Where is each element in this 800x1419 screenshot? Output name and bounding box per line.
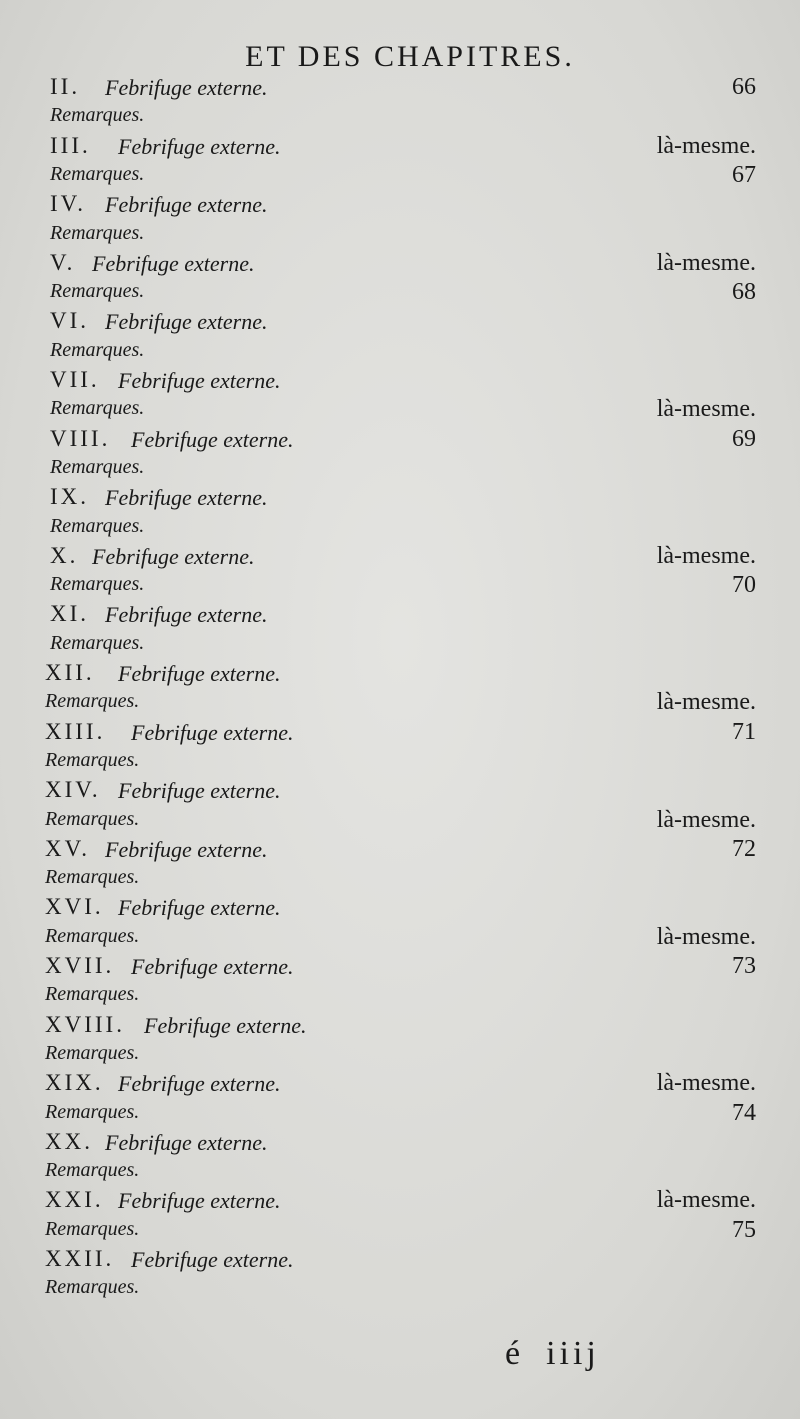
page-reference: 75: [732, 1216, 756, 1243]
toc-remarks: [0, 1275, 800, 1305]
toc-remarks: [0, 162, 800, 192]
chapter-title: Febrifuge externe.: [92, 250, 255, 276]
chapter-number: VI.: [50, 308, 90, 334]
remarks-label: Remarques.: [45, 1159, 140, 1182]
chapter-title: Febrifuge externe.: [118, 778, 281, 804]
chapter-title: Febrifuge externe.: [118, 1071, 281, 1097]
toc-remarks: [0, 338, 800, 368]
toc-entry: [0, 133, 800, 163]
toc-remarks: [0, 924, 800, 954]
chapter-title: Febrifuge externe.: [118, 661, 281, 686]
toc-remarks: [0, 1100, 800, 1130]
chapter-title: Febrifuge externe.: [105, 602, 268, 628]
remarks-label: Remarques.: [50, 162, 145, 185]
chapter-number: III.: [50, 132, 91, 158]
page-reference: 72: [732, 835, 756, 862]
chapter-title: Febrifuge externe.: [105, 309, 268, 335]
chapter-number: XII.: [45, 660, 95, 685]
chapter-title: Febrifuge externe.: [105, 836, 268, 862]
chapter-title: Febrifuge externe.: [131, 719, 294, 745]
chapter-title: Febrifuge externe.: [105, 75, 268, 100]
chapter-title: Febrifuge externe.: [118, 895, 281, 921]
chapter-number: II.: [50, 74, 81, 99]
chapter-number: XVI.: [45, 894, 104, 920]
chapter-title: Febrifuge externe.: [118, 1188, 281, 1214]
toc-remarks: [0, 572, 800, 602]
page-reference: là-mesme.: [656, 249, 756, 276]
toc-entry: [0, 953, 800, 983]
toc-remarks: [0, 279, 800, 309]
chapter-number: IX.: [50, 484, 90, 510]
remarks-label: Remarques.: [45, 690, 140, 713]
chapter-number: XIII.: [45, 718, 106, 744]
toc-remarks: [0, 221, 800, 251]
remarks-label: Remarques.: [50, 280, 145, 303]
toc-entry: [0, 250, 800, 280]
chapter-number: V.: [50, 249, 76, 275]
chapter-number: X.: [50, 542, 79, 568]
remarks-label: Remarques.: [45, 924, 140, 947]
remarks-label: Remarques.: [50, 104, 145, 127]
chapter-number: XXII.: [45, 1246, 115, 1271]
page-reference: là-mesme.: [656, 1187, 756, 1214]
chapter-number: XVII.: [45, 953, 115, 978]
toc-remarks: [0, 631, 800, 661]
chapter-title: Febrifuge externe.: [105, 485, 268, 511]
remarks-label: Remarques.: [45, 983, 140, 1006]
toc-remarks: [0, 982, 800, 1012]
toc-remarks: [0, 689, 800, 719]
page-reference: là-mesme.: [656, 923, 756, 950]
toc-entry: [0, 367, 800, 397]
toc-remarks: [0, 1158, 800, 1188]
remarks-label: Remarques.: [50, 455, 145, 478]
remarks-label: Remarques.: [45, 1217, 140, 1240]
toc-remarks: [0, 514, 800, 544]
toc-entry: [0, 836, 800, 866]
remarks-label: Remarques.: [50, 631, 145, 654]
chapter-title: Febrifuge externe.: [105, 192, 268, 218]
remarks-label: Remarques.: [45, 1100, 140, 1123]
page-reference: là-mesme.: [656, 806, 756, 833]
page-reference: 74: [732, 1099, 756, 1126]
chapter-number: VIII.: [50, 425, 111, 451]
chapter-title: Febrifuge externe.: [118, 133, 281, 159]
toc-entry: [0, 719, 800, 749]
toc-entry: [0, 308, 800, 338]
chapter-title: Febrifuge externe.: [92, 543, 255, 569]
chapter-number: XXI.: [45, 1187, 104, 1213]
chapter-number: VII.: [50, 367, 100, 392]
chapter-number: XI.: [50, 601, 90, 627]
toc-entry: [0, 426, 800, 456]
toc-entry: [0, 660, 800, 690]
toc-entry: [0, 1070, 800, 1100]
running-header: ET DES CHAPITRES.: [245, 40, 575, 73]
remarks-label: Remarques.: [50, 338, 145, 361]
chapter-title: Febrifuge externe.: [131, 954, 294, 979]
toc-entry: [0, 74, 800, 104]
remarks-label: Remarques.: [45, 807, 140, 830]
toc-remarks: [0, 1217, 800, 1247]
toc-entry: [0, 543, 800, 573]
page-reference: 69: [732, 425, 756, 452]
page-reference: 71: [732, 718, 756, 745]
toc-remarks: [0, 455, 800, 485]
toc-entry: [0, 601, 800, 631]
chapter-title: Febrifuge externe.: [144, 1012, 307, 1038]
page-reference: 70: [732, 572, 756, 599]
remarks-label: Remarques.: [50, 514, 145, 537]
signature-mark: [505, 1335, 600, 1373]
chapter-title: Febrifuge externe.: [131, 1247, 294, 1272]
remarks-label: Remarques.: [50, 573, 145, 596]
page-reference: 66: [732, 74, 756, 100]
page-reference: là-mesme.: [656, 542, 756, 569]
chapter-number: XIV.: [45, 777, 101, 803]
toc-entry: [0, 484, 800, 514]
page-reference: là-mesme.: [656, 396, 756, 423]
signature-letter: é: [505, 1335, 525, 1372]
toc-remarks: [0, 396, 800, 426]
toc-entry: [0, 191, 800, 221]
remarks-label: Remarques.: [50, 397, 145, 420]
toc-entry: [0, 1012, 800, 1042]
chapter-number: XV.: [45, 835, 91, 861]
remarks-label: Remarques.: [45, 866, 140, 889]
toc-entry: [0, 894, 800, 924]
page-reference: 68: [732, 279, 756, 306]
toc-remarks: [0, 748, 800, 778]
chapter-number: XX.: [45, 1128, 93, 1154]
page-reference: là-mesme.: [656, 689, 756, 716]
toc-entry: [0, 1129, 800, 1159]
toc-entry: [0, 777, 800, 807]
chapter-number: XIX.: [45, 1070, 104, 1096]
toc-entry: [0, 1246, 800, 1276]
remarks-label: Remarques.: [45, 1276, 140, 1299]
remarks-label: Remarques.: [45, 748, 140, 771]
toc-remarks: [0, 865, 800, 895]
toc-remarks: [0, 1041, 800, 1071]
chapter-number: XVIII.: [45, 1011, 125, 1037]
chapter-title: Febrifuge externe.: [131, 426, 294, 452]
page-reference: 73: [732, 953, 756, 979]
chapter-title: Febrifuge externe.: [105, 1129, 268, 1155]
remarks-label: Remarques.: [45, 1041, 140, 1064]
chapter-number: IV.: [50, 191, 87, 217]
chapter-title: Febrifuge externe.: [118, 368, 281, 393]
signature-number: iiij: [546, 1335, 600, 1372]
toc-remarks: [0, 103, 800, 133]
page-reference: là-mesme.: [656, 1070, 756, 1097]
page-reference: là-mesme.: [656, 132, 756, 159]
remarks-label: Remarques.: [50, 221, 145, 244]
toc-entry: [0, 1187, 800, 1217]
toc-remarks: [0, 807, 800, 837]
page-reference: 67: [732, 161, 756, 188]
